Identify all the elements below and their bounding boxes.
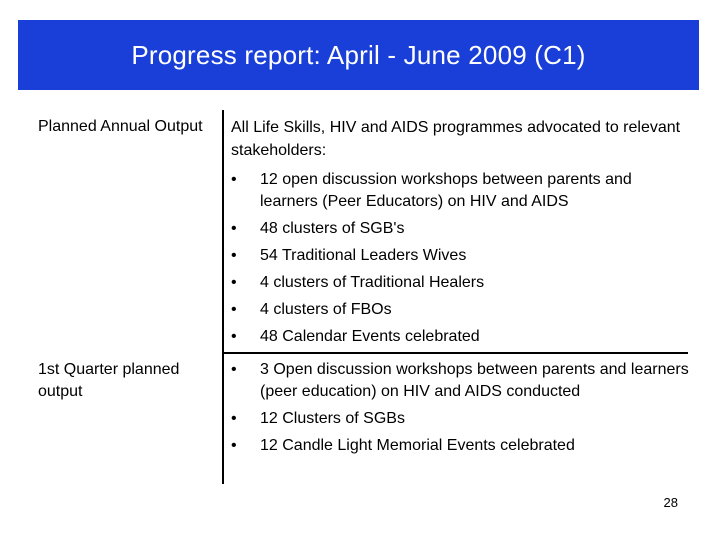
list-item: • 12 open discussion workshops between parents and learners (Peer Educators) on HIV and AIDS: [231, 171, 632, 210]
row-label-1st-quarter: 1st Quarter planned output: [38, 361, 180, 400]
list-item: • 54 Traditional Leaders Wives: [231, 245, 691, 267]
slide-title: Progress report: April - June 2009 (C1): [131, 39, 586, 70]
bullet-icon: •: [231, 361, 237, 378]
list-item: • 48 Calendar Events celebrated: [231, 326, 691, 348]
bullet-icon: •: [231, 274, 237, 291]
list-item: • 12 Clusters of SGBs: [231, 408, 691, 430]
column-divider-row1: [222, 110, 224, 352]
list-item: • 4 clusters of FBOs: [231, 299, 691, 321]
bullet-icon: •: [231, 301, 237, 318]
list-item: • 4 clusters of Traditional Healers: [231, 272, 691, 294]
slide-title-bar: [18, 20, 699, 90]
page-number: 28: [663, 495, 678, 510]
bullet-icon: •: [231, 410, 237, 427]
bullet-icon: •: [231, 437, 237, 454]
row-separator: [222, 352, 688, 354]
bullet-icon: •: [231, 247, 237, 264]
list-item: • 3 Open discussion workshops between parents and learners (peer education) on HIV and AIDS conducted: [231, 361, 689, 400]
bullet-icon: •: [231, 171, 237, 188]
row1-bullet-list: [231, 169, 691, 353]
row-label-planned-annual-output: Planned Annual Output: [38, 118, 203, 135]
row1-intro-text: All Life Skills, HIV and AIDS programmes advocated to relevant stakeholders:: [231, 119, 681, 159]
bullet-icon: •: [231, 220, 237, 237]
list-item: • 48 clusters of SGB's: [231, 218, 691, 240]
bullet-icon: •: [231, 328, 237, 345]
column-divider-row2: [222, 354, 224, 484]
row2-bullet-list: [231, 359, 691, 462]
list-item: • 12 Candle Light Memorial Events celebrated: [231, 435, 691, 457]
